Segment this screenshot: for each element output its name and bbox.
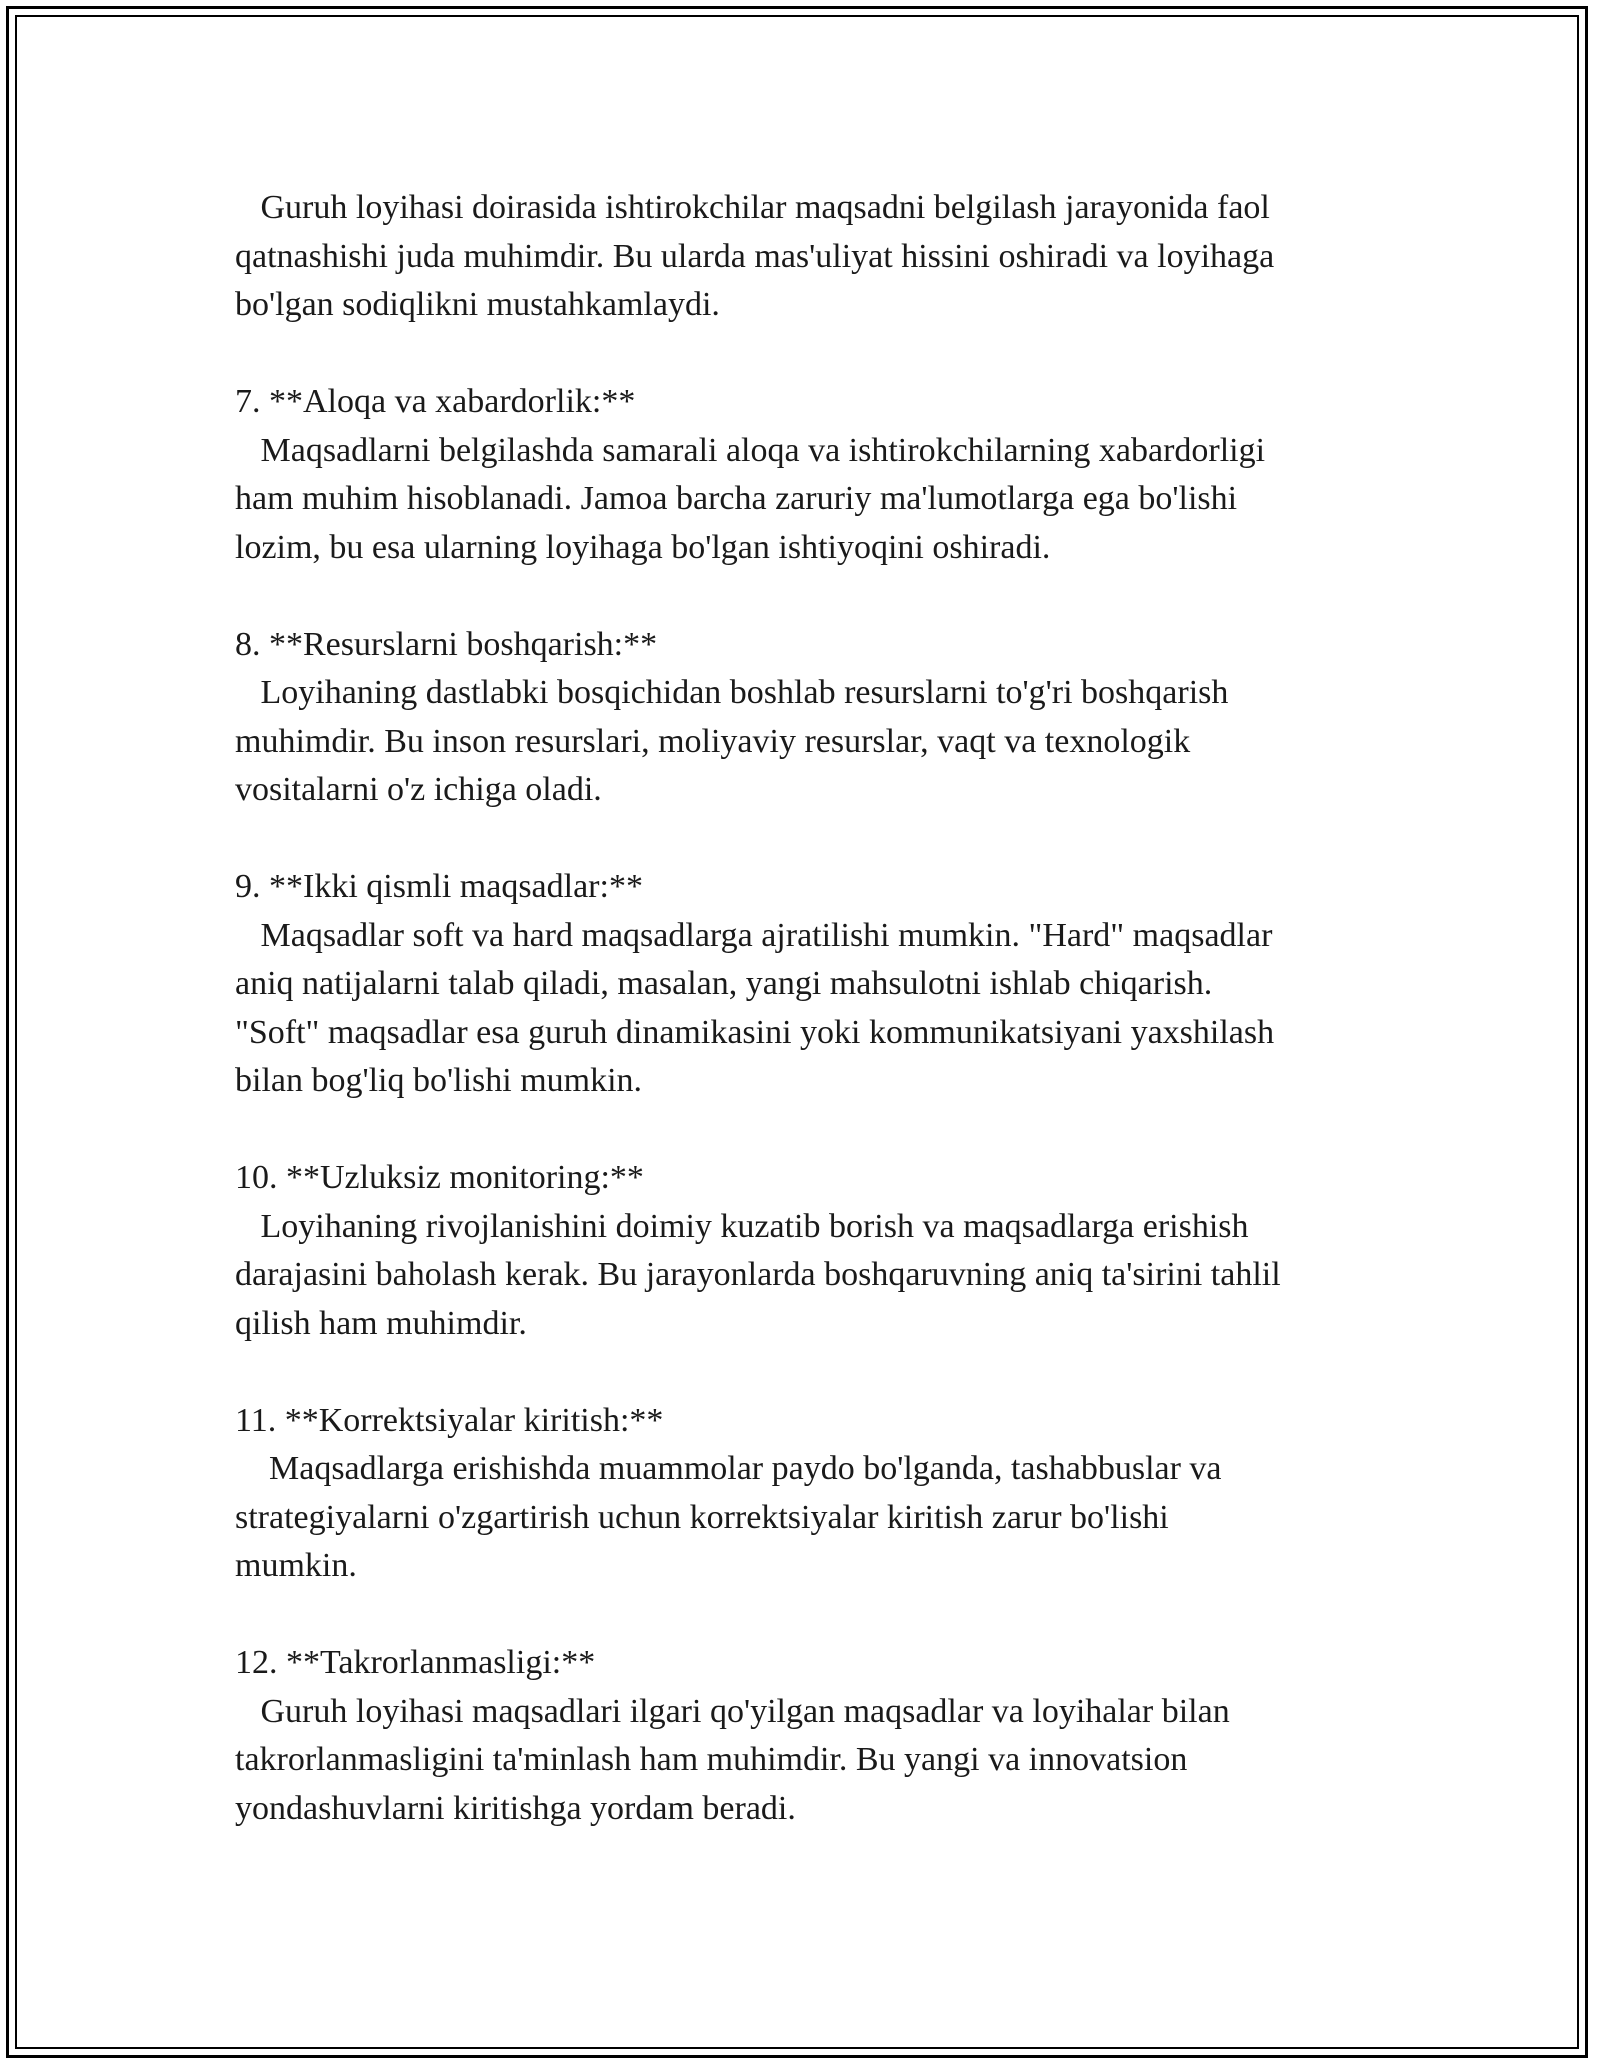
text-line: Maqsadlarni belgilashda samarali aloqa va ishtirokchilarning xabardorligi	[235, 431, 1266, 469]
text-line: ham muhim hisoblanadi. Jamoa barcha zaruriy ma'lumotlarga ega bo'lishi	[235, 480, 1238, 517]
text-line: aniq natijalarni talab qiladi, masalan, yangi mahsulotni ishlab chiqarish.	[235, 965, 1213, 1002]
section-11	[235, 1397, 1375, 1591]
text-line: Maqsadlarga erishishda muammolar paydo bo'lganda, tashabbuslar va	[235, 1450, 1222, 1487]
section-8	[235, 621, 1375, 815]
section-10	[235, 1154, 1375, 1348]
section-heading: 7. **Aloqa va xabardorlik:**	[235, 383, 636, 420]
text-line: qatnashishi juda muhimdir. Bu ularda mas'uliyat hissini oshiradi va loyihaga	[235, 237, 1275, 275]
text-line: mumkin.	[235, 1547, 357, 1584]
intro-paragraph	[235, 184, 1375, 330]
text-line: bilan bog'liq bo'lishi mumkin.	[235, 1062, 643, 1099]
section-heading: 9. **Ikki qismli maqsadlar:**	[235, 868, 643, 905]
text-line: lozim, bu esa ularning loyihaga bo'lgan ishtiyoqini oshiradi.	[235, 528, 1051, 566]
section-12	[235, 1639, 1375, 1833]
text-line: darajasini baholash kerak. Bu jarayonlarda boshqaruvning aniq ta'sirini tahlil	[235, 1256, 1281, 1293]
document-body	[235, 184, 1375, 1833]
section-heading: 12. **Takrorlanmasligi:**	[235, 1644, 596, 1681]
section-heading: 11. **Korrektsiyalar kiritish:**	[235, 1401, 664, 1439]
text-line: muhimdir. Bu inson resurslari, moliyaviy resurslar, vaqt va texnologik	[235, 722, 1191, 760]
text-line: qilish ham muhimdir.	[235, 1304, 527, 1342]
text-line: strategiyalarni o'zgartirish uchun korrektsiyalar kiritish zarur bo'lishi	[235, 1498, 1169, 1536]
text-line: vositalarni o'z ichiga oladi.	[235, 771, 602, 808]
text-line: "Soft" maqsadlar esa guruh dinamikasini yoki kommunikatsiyani yaxshilash	[235, 1013, 1275, 1051]
text-line: Guruh loyihasi doirasida ishtirokchilar maqsadni belgilash jarayonida faol	[235, 189, 1270, 226]
text-line: yondashuvlarni kiritishga yordam beradi.	[235, 1789, 796, 1827]
section-heading: 8. **Resurslarni boshqarish:**	[235, 625, 658, 663]
section-7	[235, 378, 1375, 572]
section-9	[235, 863, 1375, 1106]
text-line: Loyihaning dastlabki bosqichidan boshlab resurslarni to'g'ri boshqarish	[235, 674, 1229, 711]
text-line: Loyihaning rivojlanishini doimiy kuzatib borish va maqsadlarga erishish	[235, 1207, 1249, 1245]
text-line: Guruh loyihasi maqsadlari ilgari qo'yilgan maqsadlar va loyihalar bilan	[235, 1692, 1230, 1730]
text-line: Maqsadlar soft va hard maqsadlarga ajratilishi mumkin. "Hard" maqsadlar	[235, 916, 1273, 954]
text-line: bo'lgan sodiqlikni mustahkamlaydi.	[235, 286, 720, 323]
section-heading: 10. **Uzluksiz monitoring:**	[235, 1159, 644, 1196]
text-line: takrorlanmasligini ta'minlash ham muhimdir. Bu yangi va innovatsion	[235, 1741, 1188, 1778]
